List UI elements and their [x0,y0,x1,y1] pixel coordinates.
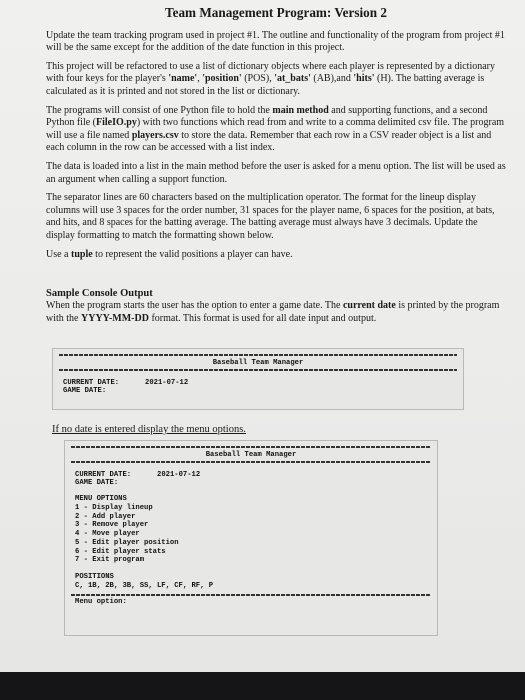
menu-item: 4 - Move player [75,530,140,539]
menu-item: 1 - Display lineup [75,503,153,512]
positions-list: C, 1B, 2B, 3B, SS, LF, CF, RF, P [75,582,214,591]
sample-output-description: When the program starts the user has the option to enter a game date. The current date is printed by the program with the YYYY-MM-DD format. This format is used for all date input and output. [46,300,500,324]
console-title: Baseball Team Manager [205,451,297,459]
menu-options-heading: MENU OPTIONS [75,495,127,503]
menu-caption: If no date is entered display the menu options. [52,424,246,435]
sample-output-heading: Sample Console Output [46,288,153,300]
separator-line [59,354,457,356]
menu-item: 7 - Exit program [75,556,145,565]
paragraph-files: The programs will consist of one Python file to hold the main method and supporting functions, and a second Python file (FileIO.py) with two functions which read from and write to a comma delimited csv file. The program will use a file named players.csv to store the data. Remember that each row in a CSV reader object is a list and each column in the row can be accessed with a list index. [46,104,505,154]
current-date-row: CURRENT DATE: 2021-07-12 [63,379,189,387]
screen-edge [0,672,525,700]
paragraph-tuple: Use a tuple to represent the valid positions a player can have. [46,248,293,260]
paragraph-dictionary: This project will be refactored to use a list of dictionary objects where each player is represented by a dictionary with four keys for the player's 'name', 'position' (POS), 'at_bats' (AB),and 'hits' (H). The batting average is calculated as it is printed and not stored in the list or dictionary. [46,60,495,97]
separator-line [71,594,431,596]
menu-option-prompt: Menu option: [75,597,127,606]
current-date-row: CURRENT DATE: 2021-07-12 [75,471,201,479]
menu-item: 6 - Edit player stats [75,547,166,556]
paragraph-data-loading: The data is loaded into a list in the main method before the user is asked for a menu option. The list will be used as an argument when calling a support function. [46,160,506,185]
menu-item: 2 - Add player [75,512,136,521]
game-date-row: GAME DATE: [75,479,119,487]
console-title: Baseball Team Manager [212,359,304,367]
page-title: Team Management Program: Version 2 [165,5,387,20]
paragraph-intro: Update the team tracking program used in project #1. The outline and functionality of the program from project #1 will be the same except for the addition of the date function in this project. [46,29,505,54]
positions-heading: POSITIONS [75,573,114,582]
document-body [46,5,506,332]
separator-line [71,446,431,448]
menu-item: 5 - Edit player position [75,538,179,547]
console-output-menu [64,440,438,636]
paragraph-formatting: The separator lines are 60 characters based on the multiplication operator. The format for the lineup display columns will use 3 spaces for the order number, 31 spaces for the player name, 6 spaces for the position, at bats, and hits, and 8 spaces for the batting average. The batting average must always have 3 decimals. Update the display formatting to match the formatting shown below. [46,192,495,241]
game-date-row: GAME DATE: [63,387,107,395]
menu-item: 3 - Remove player [75,521,149,530]
console-output-startup [52,348,464,410]
